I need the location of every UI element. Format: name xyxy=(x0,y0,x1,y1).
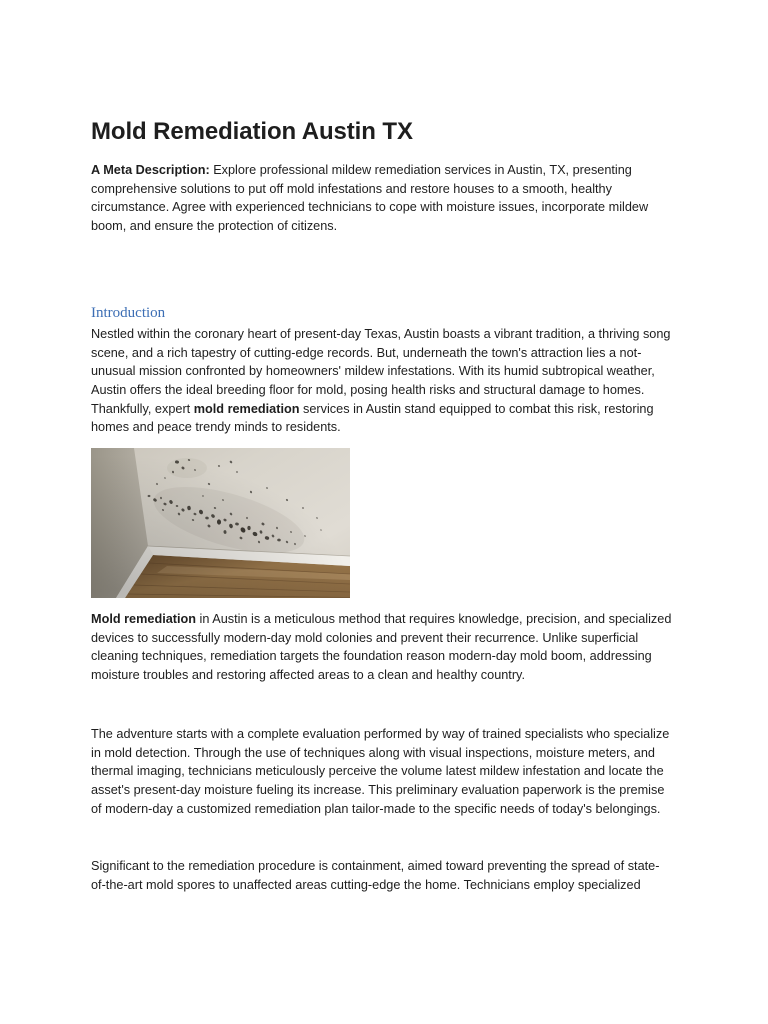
paragraph-line: The adventure starts with a complete evaluation performed by way of trained specialists who specialize xyxy=(91,727,670,741)
paragraph-line: of modern-day a customized remediation plan tailor-made to the specific needs of today's belongings. xyxy=(91,801,661,816)
paragraph-line: in mold detection. Through the use of techniques along with visual inspections, moisture meters, and xyxy=(91,745,655,760)
document-title: Mold Remediation Austin TX xyxy=(91,118,413,145)
meta-description-line xyxy=(91,161,648,180)
paragraph-line: cleaning techniques, remediation targets the foundation reason modern-day mold boom, addressing xyxy=(91,649,652,664)
meta-description-line: comprehensive solutions to put off mold infestations and restore houses to a smooth, healthy xyxy=(91,181,612,196)
paragraph-line: Significant to the remediation procedure is containment, aimed toward preventing the spread of state- xyxy=(91,859,660,873)
paragraph-evaluation xyxy=(91,725,669,818)
paragraph-text: in Austin is a meticulous method that requires knowledge, precision, and specialized xyxy=(196,612,672,626)
intro-text: services in Austin stand equipped to combat this risk, restoring xyxy=(299,401,654,416)
intro-text: Thankfully, expert xyxy=(91,401,194,416)
keyword-mold-remediation: Mold remediation xyxy=(91,612,197,626)
section-heading-introduction: Introduction xyxy=(91,305,166,321)
intro-line: scene, and a rich tapestry of cutting-edge records. But, underneath the town's attraction lies a not- xyxy=(91,345,642,360)
meta-description-label: A Meta Description: xyxy=(91,163,210,177)
intro-line: Austin offers the ideal breeding floor for mold, posing health risks and structural damage to homes. xyxy=(91,383,645,398)
mold-wall-photo xyxy=(91,448,350,598)
intro-line: unusual mission confronted by homeowners' mildew infestations. With its humid subtropical weather, xyxy=(91,364,655,379)
intro-line: homes and peace trendy minds to residents. xyxy=(91,420,341,435)
introduction-paragraph xyxy=(91,325,670,437)
keyword-mold-remediation: mold remediation xyxy=(193,401,300,416)
meta-description-line: circumstance. Agree with experienced technicians to cope with moisture issues, incorporate mildew xyxy=(91,200,649,215)
meta-description xyxy=(91,161,648,236)
paragraph-line: moisture troubles and restoring affected areas to a clean and healthy country. xyxy=(91,668,525,683)
paragraph-line: of-the-art mold spores to unaffected areas cutting-edge the home. Technicians employ specialized xyxy=(91,877,641,892)
mold-spot xyxy=(148,495,151,497)
paragraph-line: thermal imaging, technicians meticulously perceive the volume latest mildew infestation and locate the xyxy=(91,764,664,779)
intro-line xyxy=(91,400,670,419)
paragraph-remediation xyxy=(91,610,671,685)
paragraph-line: devices to successfully modern-day mold colonies and prevent their recurrence. Unlike superficial xyxy=(91,630,639,645)
paragraph-line: asset's present-day moisture fueling its increase. This preliminary evaluation paperwork is the premise xyxy=(91,783,665,798)
meta-description-text: Explore professional mildew remediation services in Austin, TX, presenting xyxy=(209,163,632,177)
paragraph-containment xyxy=(91,857,659,894)
intro-line: Nestled within the coronary heart of present-day Texas, Austin boasts a vibrant tradition, a thriving song xyxy=(91,327,671,341)
meta-description-line: boom, and ensure the protection of citizens. xyxy=(91,219,338,234)
paragraph-line xyxy=(91,610,671,629)
